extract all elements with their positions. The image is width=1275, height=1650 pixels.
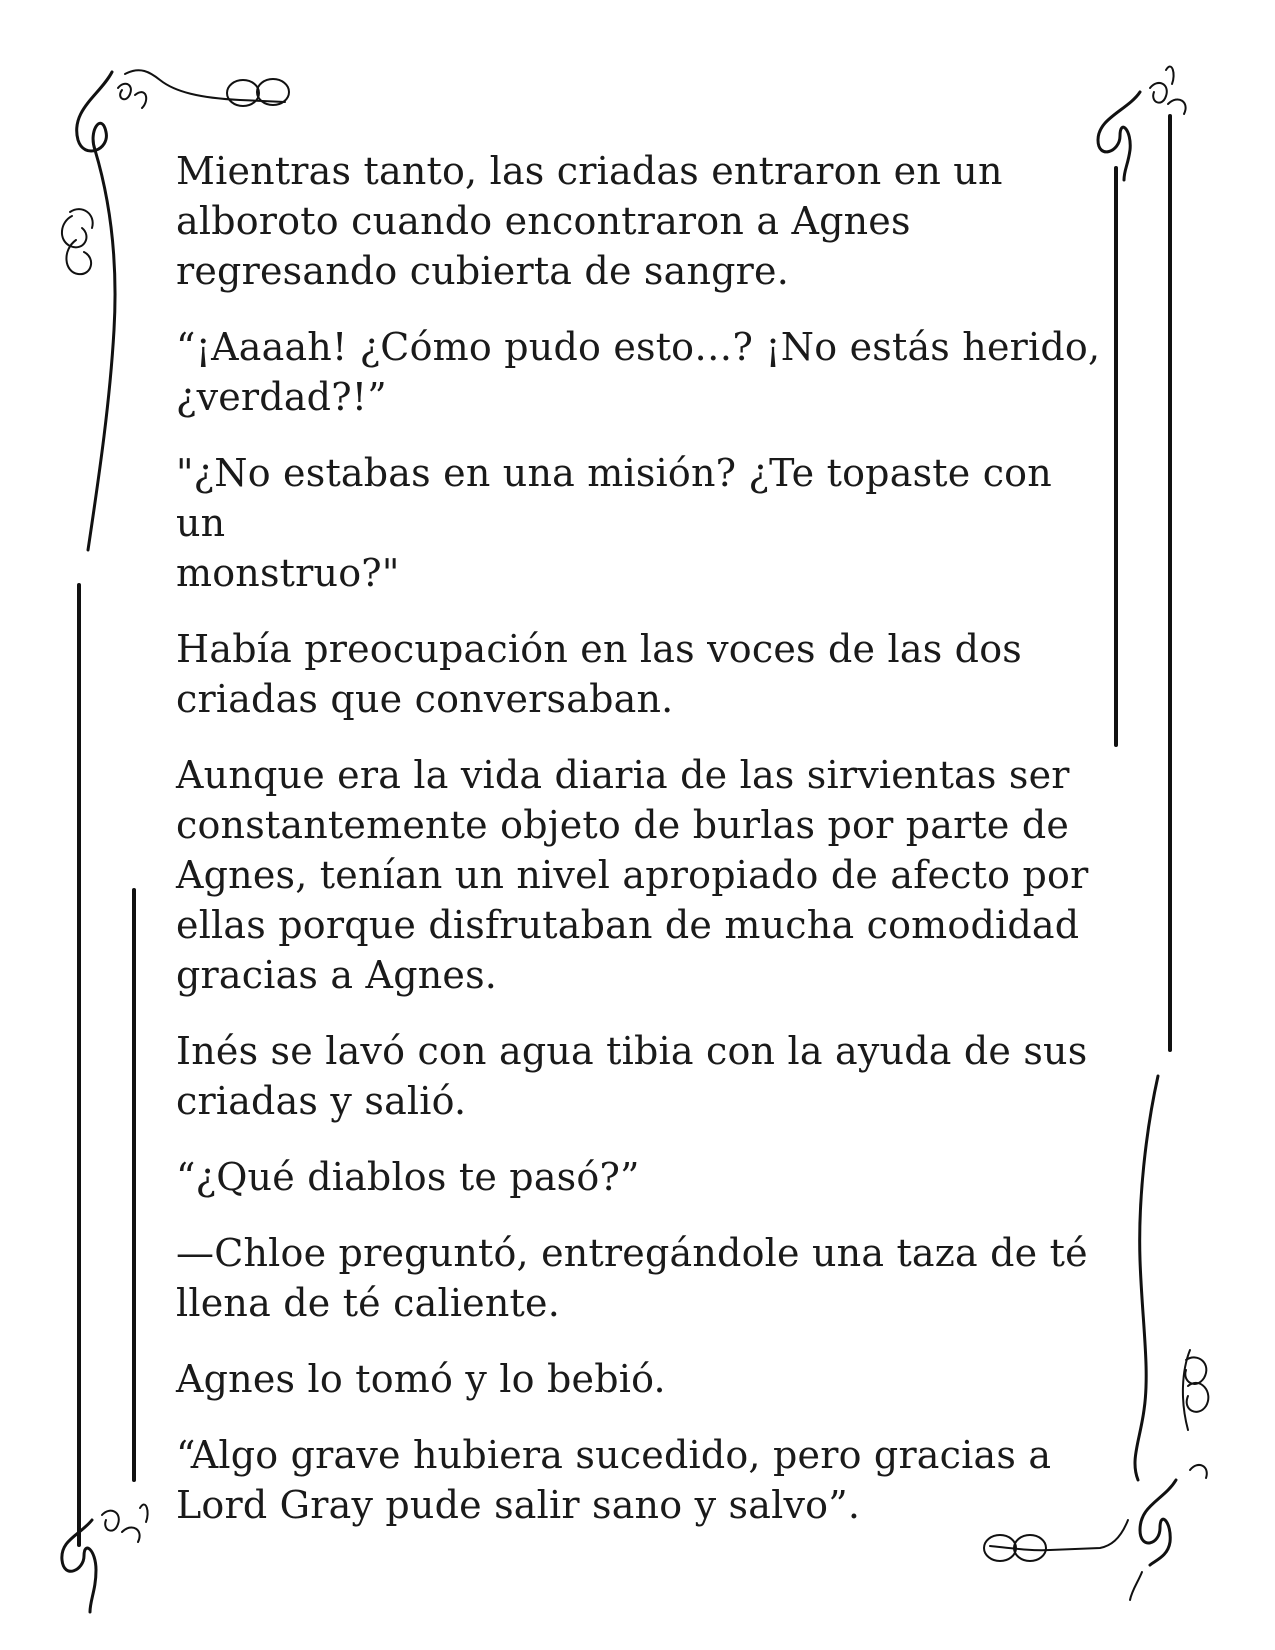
paragraph: "¿No estabas en una misión? ¿Te topaste con un monstruo?" — [176, 451, 1052, 595]
story-text — [176, 146, 1106, 1556]
paragraph: “¡Aaaah! ¿Cómo pudo esto…? ¡No estás herido, ¿verdad?!” — [176, 325, 1101, 419]
paragraph: Aunque era la vida diaria de las sirvientas ser constantemente objeto de burlas por parte de Agnes, tenían un nivel apropiado de afecto por ellas porque disfrutaban de mucha comodidad gracias a Agnes. — [176, 753, 1089, 997]
paragraph: “¿Qué diablos te pasó?” — [176, 1155, 640, 1199]
top-right-flourish — [1098, 67, 1186, 180]
paragraph: Había preocupación en las voces de las dos criadas que conversaban. — [176, 627, 1022, 721]
paragraph: Inés se lavó con agua tibia con la ayuda de sus criadas y salió. — [176, 1029, 1088, 1123]
bottom-left-flourish — [62, 1505, 148, 1612]
paragraph: “Algo grave hubiera sucedido, pero gracias a Lord Gray pude salir sano y salvo”. — [176, 1433, 1052, 1527]
paragraph: Agnes lo tomó y lo bebió. — [176, 1357, 666, 1401]
paragraph: —Chloe preguntó, entregándole una taza de té llena de té caliente. — [176, 1231, 1088, 1325]
paragraph: Mientras tanto, las criadas entraron en un alboroto cuando encontraron a Agnes regresando cubierta de sangre. — [176, 149, 1003, 293]
